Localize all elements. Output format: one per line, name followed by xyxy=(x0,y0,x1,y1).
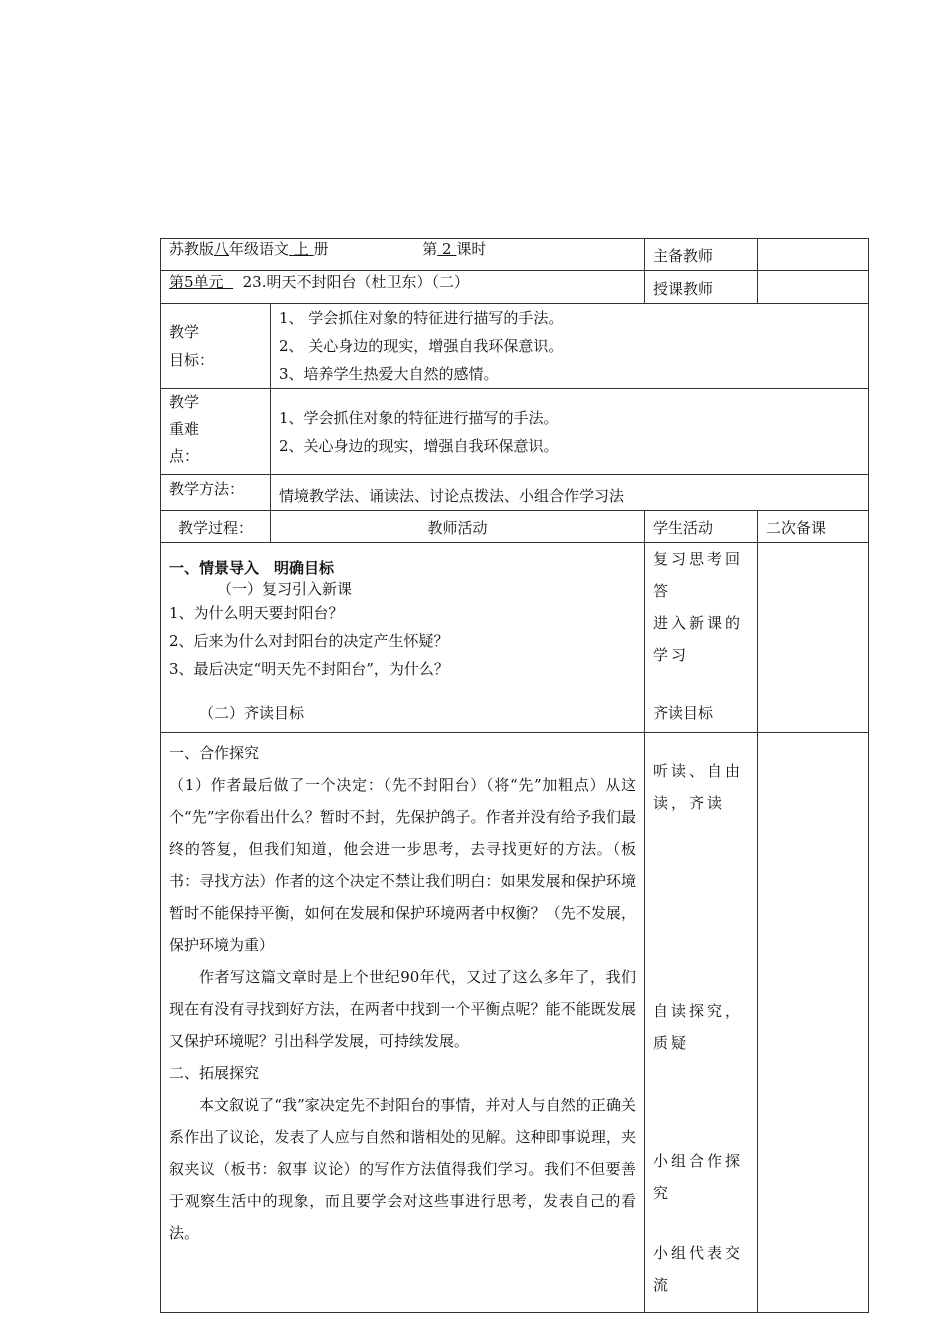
student-activity-header: 学生活动 xyxy=(645,511,758,543)
lesson-title: 23.明天不封阳台（杜卫东）（二） xyxy=(242,273,469,291)
section2-row xyxy=(161,733,869,1313)
student-activity-text: 自读探究， xyxy=(653,1002,744,1020)
student-activity-text: 学习 xyxy=(653,646,690,664)
process-header-row xyxy=(161,511,869,543)
section1-question: 3、最后决定“明天先不封阳台”，为什么？ xyxy=(169,660,449,678)
section1-question: 2、后来为什么对封阳台的决定产生怀疑？ xyxy=(169,632,449,650)
methods-row xyxy=(161,475,869,511)
section1-student-cell xyxy=(645,543,758,733)
header-row xyxy=(161,239,869,271)
lesson-suffix: 课时 xyxy=(456,240,487,258)
teaching-teacher-value xyxy=(758,271,869,304)
objectives-label xyxy=(161,304,271,389)
student-activity-text: 进入新课的 xyxy=(653,614,744,632)
header-info-cell xyxy=(161,239,645,271)
unit-row xyxy=(161,271,869,304)
section2-title2: 二、拓展探究 xyxy=(169,1064,260,1082)
student-activity-text: 小组合作探 xyxy=(653,1152,744,1170)
section1-teacher-cell xyxy=(161,543,645,733)
student-activity-text: 复习思考回 xyxy=(653,550,744,568)
difficulties-row xyxy=(161,389,869,475)
main-teacher-label: 主备教师 xyxy=(645,239,758,271)
backup-header: 二次备课 xyxy=(758,511,869,543)
student-activity-text: 答 xyxy=(653,582,672,600)
section2-title1: 一、合作探究 xyxy=(169,744,260,762)
objective-item: 2、 关心身边的现实，增强自我环保意识。 xyxy=(279,337,564,355)
section2-teacher-cell xyxy=(161,733,645,1313)
difficulties-label-line: 点： xyxy=(169,447,200,465)
section1-title: 一、情景导入 明确目标 xyxy=(169,559,335,577)
teaching-teacher-label: 授课教师 xyxy=(645,271,758,304)
difficulties-label-line: 教学 xyxy=(169,393,200,411)
student-activity-text: 质疑 xyxy=(653,1034,690,1052)
difficulties-label xyxy=(161,389,271,475)
volume-suffix: 册 xyxy=(313,240,329,258)
section2-paragraph: 本文叙说了“我”家决定先不封阳台的事情，并对人与自然的正确关系作出了议论，发表了人应与自然和谐相处的见解。这种即事说理，夹叙夹议（板书：叙事 议论）的写作方法值得我们学习。我们不但要善于观察生活中的现象，而且要学会对这些事进行思考，发表自己的看法。 xyxy=(169,1096,636,1242)
section1-sub1: （一）复习引入新课 xyxy=(217,580,353,598)
lesson-number: 2 xyxy=(442,240,452,258)
objectives-content xyxy=(271,304,869,389)
difficulty-item: 2、关心身边的现实，增强自我环保意识。 xyxy=(279,436,559,455)
unit-label: 第5单元 xyxy=(169,273,224,291)
student-activity-text: 究 xyxy=(653,1184,672,1202)
section2-paragraph: （1）作者最后做了一个决定：（先不封阳台）（将“先”加粗点）从这个“先”字你看出什么？暂时不封，先保护鸽子。作者并没有给予我们最终的答复，但我们知道，他会进一步思考，去寻找更好的方法。（板书：寻找方法）作者的这个决定不禁让我们明白：如果发展和保护环境暂时不能保持平衡，如何在发展和保护环境两者中权衡？（先不发展，保护环境为重） xyxy=(169,776,636,954)
objectives-label-line: 教学 xyxy=(169,323,200,341)
grade: 八 xyxy=(214,240,230,258)
difficulties-label-line: 重难 xyxy=(169,420,200,438)
student-activity-text: 听读、自由 xyxy=(653,762,744,780)
student-activity-text: 读，齐读 xyxy=(653,794,726,812)
objective-item: 1、 学会抓住对象的特征进行描写的手法。 xyxy=(279,309,564,327)
unit-cell xyxy=(161,271,645,304)
section1-sub2: （二）齐读目标 xyxy=(199,704,305,722)
student-activity-text: 小组代表交 xyxy=(653,1244,744,1262)
objectives-label-line: 目标： xyxy=(169,351,215,369)
publisher: 苏教版 xyxy=(169,240,215,258)
subject: 年级语文 xyxy=(229,240,290,258)
section2-backup-cell xyxy=(758,733,869,1313)
section1-question: 1、为什么明天要封阳台？ xyxy=(169,604,344,622)
lesson-plan-table xyxy=(160,238,869,1313)
methods-label: 教学方法： xyxy=(161,475,271,511)
student-activity-text: 流 xyxy=(653,1276,672,1294)
difficulties-content xyxy=(271,389,869,475)
objectives-row xyxy=(161,304,869,389)
main-teacher-value xyxy=(758,239,869,271)
section2-paragraph: 作者写这篇文章时是上个世纪90年代，又过了这么多年了，我们现在有没有寻找到好方法，在两者中找到一个平衡点呢？能不能既发展又保护环境呢？引出科学发展，可持续发展。 xyxy=(169,968,636,1050)
student-activity-text: 齐读目标 xyxy=(653,704,714,722)
volume: 上 xyxy=(293,240,309,258)
difficulty-item: 1、学会抓住对象的特征进行描写的手法。 xyxy=(279,408,559,427)
teacher-activity-header: 教师活动 xyxy=(271,511,645,543)
lesson-prefix: 第 xyxy=(422,240,438,258)
section1-backup-cell xyxy=(758,543,869,733)
section1-row xyxy=(161,543,869,733)
section2-student-cell xyxy=(645,733,758,1313)
objective-item: 3、培养学生热爱大自然的感情。 xyxy=(279,365,499,383)
process-label: 教学过程： xyxy=(161,511,271,543)
methods-value: 情境教学法、诵读法、讨论点拨法、小组合作学习法 xyxy=(271,475,869,511)
